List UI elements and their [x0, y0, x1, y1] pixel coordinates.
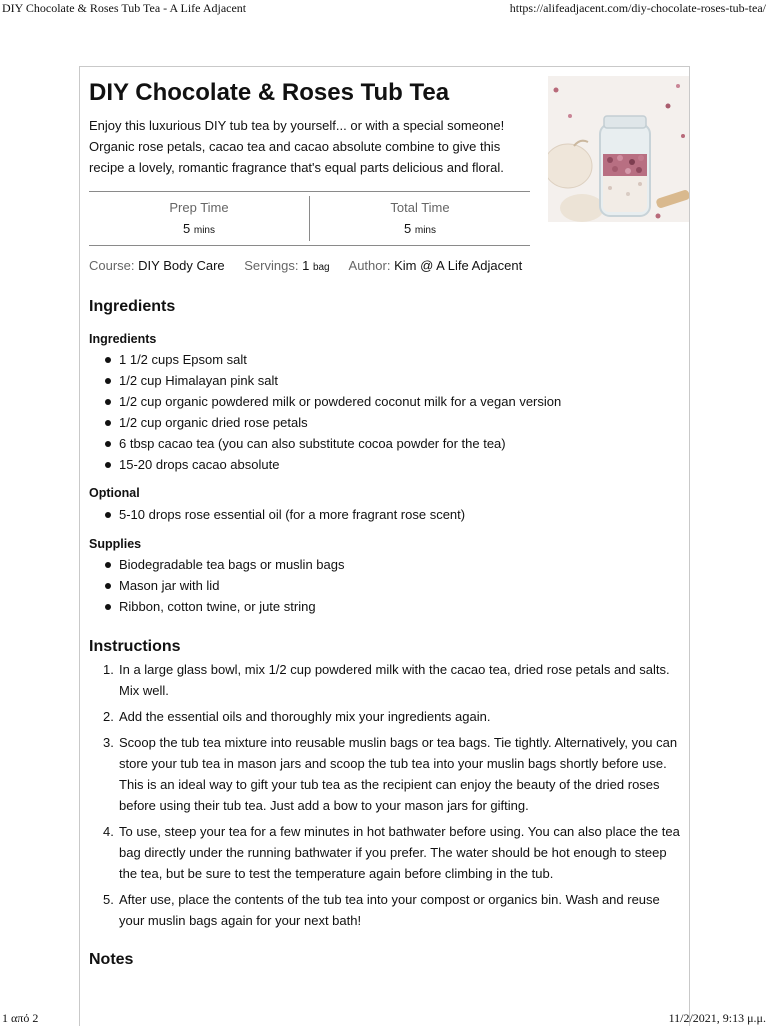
ingredient-group-heading: Ingredients: [89, 332, 157, 346]
instructions-list: [89, 659, 683, 936]
course-value: DIY Body Care: [138, 258, 225, 273]
total-time: [309, 196, 530, 241]
recipe-servings: [244, 258, 329, 273]
prep-time-unit: mins: [193, 225, 215, 236]
list-item: Biodegradable tea bags or muslin bags: [89, 554, 344, 575]
print-datetime: 11/2/2021, 9:13 μ.μ.: [668, 1010, 766, 1025]
list-item: 1/2 cup Himalayan pink salt: [89, 370, 561, 391]
instruction-step: [89, 706, 683, 727]
recipe-title: DIY Chocolate & Roses Tub Tea: [89, 79, 450, 106]
list-item: 5-10 drops rose essential oil (for a more fragrant rose scent): [89, 504, 465, 525]
prep-time: [89, 192, 309, 245]
step-number: 1.: [103, 662, 114, 677]
step-text: Scoop the tub tea mixture into reusable muslin bags or tea bags. Tie tightly. Alternatively, you can store your tub tea in mason jars and scoop the tub tea into your muslin bags shortly before use. This is an ideal way to gift your tub tea as the recipient can enjoy the beauty of the dried roses before using their tub tea. Just add a bow to your mason jars for gifting.: [119, 735, 678, 813]
list-item: 1 1/2 cups Epsom salt: [89, 349, 561, 370]
instruction-step: [89, 889, 683, 931]
ingredient-group-heading: Optional: [89, 486, 140, 500]
recipe-summary: Enjoy this luxurious DIY tub tea by yourself... or with a special someone! Organic rose petals, cacao tea and cacao absolute combine to give this recipe a lovely, romantic fragrance that's equal parts delicious and floral.: [89, 118, 505, 175]
instruction-step: [89, 659, 683, 701]
prep-time-label: Prep Time: [169, 200, 229, 215]
ingredient-group-heading: Supplies: [89, 537, 142, 551]
author-value: Kim @ A Life Adjacent: [394, 258, 523, 273]
list-item: 15-20 drops cacao absolute: [89, 454, 561, 475]
step-number: 5.: [103, 892, 114, 907]
total-time-unit: mins: [414, 225, 436, 236]
page-number: 1 από 2: [2, 1010, 39, 1025]
recipe-card: [79, 66, 690, 1026]
print-page-title: DIY Chocolate & Roses Tub Tea - A Life Adjacent: [2, 0, 247, 15]
list-item: 1/2 cup organic powdered milk or powdered coconut milk for a vegan version: [89, 391, 561, 412]
recipe-photo: [548, 76, 690, 222]
list-item: Mason jar with lid: [89, 575, 344, 596]
step-text: To use, steep your tea for a few minutes in hot bathwater before using. You can also place the tea bag directly under the running bathwater if you prefer. The water should be hot enough to steep the tea, but be sure to test the temperature again before climbing in the tub.: [119, 824, 680, 881]
step-number: 4.: [103, 824, 114, 839]
notes-heading: Notes: [89, 951, 134, 968]
list-item: Ribbon, cotton twine, or jute string: [89, 596, 344, 617]
step-number: 2.: [103, 709, 114, 724]
recipe-times: [89, 191, 530, 246]
step-number: 3.: [103, 735, 114, 750]
instruction-step: [89, 821, 683, 884]
ingredients-heading: Ingredients: [89, 298, 176, 315]
list-item: 6 tbsp cacao tea (you can also substitute cocoa powder for the tea): [89, 433, 561, 454]
instruction-step: [89, 732, 683, 816]
total-time-value: [310, 221, 530, 239]
ingredient-list-main: [89, 349, 561, 475]
servings-unit: bag: [312, 262, 330, 273]
prep-time-number: 5: [183, 221, 191, 236]
step-text: After use, place the contents of the tub tea into your compost or organics bin. Wash and reuse your muslin bags again for your next bath!: [119, 892, 660, 928]
servings-value: 1: [302, 258, 310, 273]
instructions-heading: Instructions: [89, 638, 181, 655]
print-page-url[interactable]: https://alifeadjacent.com/diy-chocolate-roses-tub-tea/: [509, 0, 766, 15]
tub-tea-jar-image: [548, 76, 690, 222]
total-time-label: Total Time: [390, 200, 450, 215]
ingredient-list-optional: [89, 504, 465, 525]
recipe-course: [89, 258, 225, 273]
recipe-meta: [89, 258, 538, 273]
recipe-author: [349, 258, 523, 273]
course-label: Course:: [89, 258, 135, 273]
author-label: Author:: [348, 258, 391, 273]
list-item: 1/2 cup organic dried rose petals: [89, 412, 561, 433]
step-text: Add the essential oils and thoroughly mix your ingredients again.: [119, 709, 491, 724]
step-text: In a large glass bowl, mix 1/2 cup powdered milk with the cacao tea, dried rose petals and salts. Mix well.: [119, 662, 670, 698]
prep-time-value: [89, 221, 309, 239]
ingredient-list-supplies: [89, 554, 344, 617]
servings-label: Servings:: [244, 258, 299, 273]
total-time-number: 5: [404, 221, 412, 236]
print-header: [0, 0, 768, 16]
